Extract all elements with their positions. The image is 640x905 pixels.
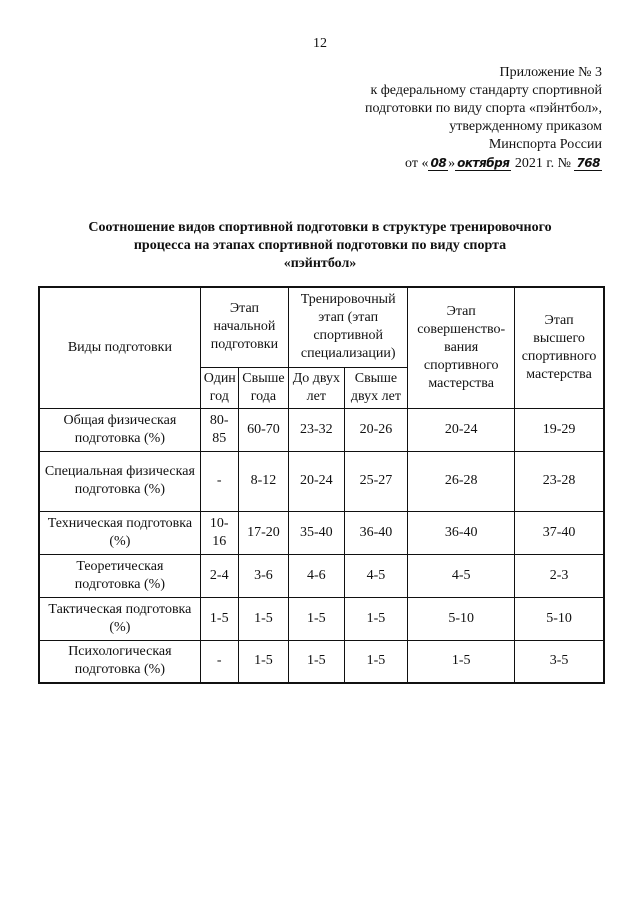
table-cell: 36-40 <box>344 511 408 554</box>
table-cell: 1-5 <box>238 597 288 640</box>
table-cell: 5-10 <box>408 597 515 640</box>
table-cell: 8-12 <box>238 451 288 511</box>
table-cell: 3-6 <box>238 554 288 597</box>
table-cell: 1-5 <box>238 640 288 683</box>
page-number: 12 <box>313 36 327 51</box>
row-label: Тактическая подготовка (%) <box>39 597 200 640</box>
handwritten-order-number: 768 <box>576 156 600 170</box>
training-ratio-table <box>38 286 605 684</box>
row-label: Общая физическая подготовка (%) <box>39 408 200 451</box>
handwritten-day: 08 <box>430 156 447 170</box>
appendix-line: подготовки по виду спорта «пэйнтбол», <box>364 101 602 116</box>
table-cell: 1-5 <box>408 640 515 683</box>
handwritten-month: октября <box>457 156 510 170</box>
table-cell: 2-4 <box>200 554 238 597</box>
table-cell: 80-85 <box>200 408 238 451</box>
table-cell: 2-3 <box>515 554 604 597</box>
table-cell: - <box>200 451 238 511</box>
table-cell: 3-5 <box>515 640 604 683</box>
table-cell: 5-10 <box>515 597 604 640</box>
table-cell: 4-5 <box>408 554 515 597</box>
subheader-over-year: Свыше года <box>238 367 288 408</box>
row-label: Специальная физическая подготовка (%) <box>39 451 200 511</box>
header-perfection-stage: Этап совершенство-вания спортивного мастерства <box>408 287 515 408</box>
appendix-line: Приложение № 3 <box>499 65 602 80</box>
table-cell: 36-40 <box>408 511 515 554</box>
row-label: Теоретическая подготовка (%) <box>39 554 200 597</box>
header-highest-stage: Этап высшего спортивного мастерства <box>515 287 604 408</box>
header-initial-stage: Этап начальной подготовки <box>200 287 288 367</box>
table-cell: 26-28 <box>408 451 515 511</box>
subheader-one-year: Один год <box>200 367 238 408</box>
table-cell: 19-29 <box>515 408 604 451</box>
table-row <box>39 597 604 640</box>
appendix-line: Минспорта России <box>488 137 602 152</box>
table-cell: 1-5 <box>289 597 344 640</box>
table-cell: 4-5 <box>344 554 408 597</box>
table-cell: 23-32 <box>289 408 344 451</box>
table-cell: 17-20 <box>238 511 288 554</box>
table-cell: 1-5 <box>200 597 238 640</box>
appendix-block <box>322 64 602 173</box>
date-year: 2021 г. № <box>514 156 571 171</box>
table-cell: 1-5 <box>344 640 408 683</box>
title-line: «пэйнтбол» <box>283 256 357 271</box>
table-cell: 10-16 <box>200 511 238 554</box>
table-cell: 20-26 <box>344 408 408 451</box>
table-row <box>39 554 604 597</box>
appendix-line: утвержденному приказом <box>449 119 602 134</box>
table-cell: 4-6 <box>289 554 344 597</box>
title-line: процесса на этапах спортивной подготовки по виду спорта <box>133 238 507 253</box>
header-kind-col: Виды подготовки <box>39 287 200 408</box>
subheader-up-to-two-years: До двух лет <box>289 367 344 408</box>
subheader-over-two-years: Свыше двух лет <box>344 367 408 408</box>
table-row <box>39 408 604 451</box>
document-title <box>40 219 600 273</box>
order-date-line <box>322 154 602 173</box>
header-training-stage: Тренировочный этап (этап спортивной специализации) <box>289 287 408 367</box>
date-separator: » <box>448 156 456 171</box>
table-cell: 25-27 <box>344 451 408 511</box>
table-cell: - <box>200 640 238 683</box>
appendix-line: к федеральному стандарту спортивной <box>370 83 602 98</box>
table-cell: 20-24 <box>408 408 515 451</box>
table-cell: 23-28 <box>515 451 604 511</box>
date-prefix: от « <box>405 156 429 171</box>
row-label: Техническая подготовка (%) <box>39 511 200 554</box>
row-label: Психологическая подготовка (%) <box>39 640 200 683</box>
title-line: Соотношение видов спортивной подготовки в структуре тренировочного <box>88 220 552 235</box>
table-cell: 35-40 <box>289 511 344 554</box>
table-row <box>39 640 604 683</box>
table-cell: 37-40 <box>515 511 604 554</box>
table-cell: 1-5 <box>344 597 408 640</box>
table-cell: 60-70 <box>238 408 288 451</box>
table-cell: 20-24 <box>289 451 344 511</box>
table-cell: 1-5 <box>289 640 344 683</box>
table-row <box>39 451 604 511</box>
table-row <box>39 511 604 554</box>
